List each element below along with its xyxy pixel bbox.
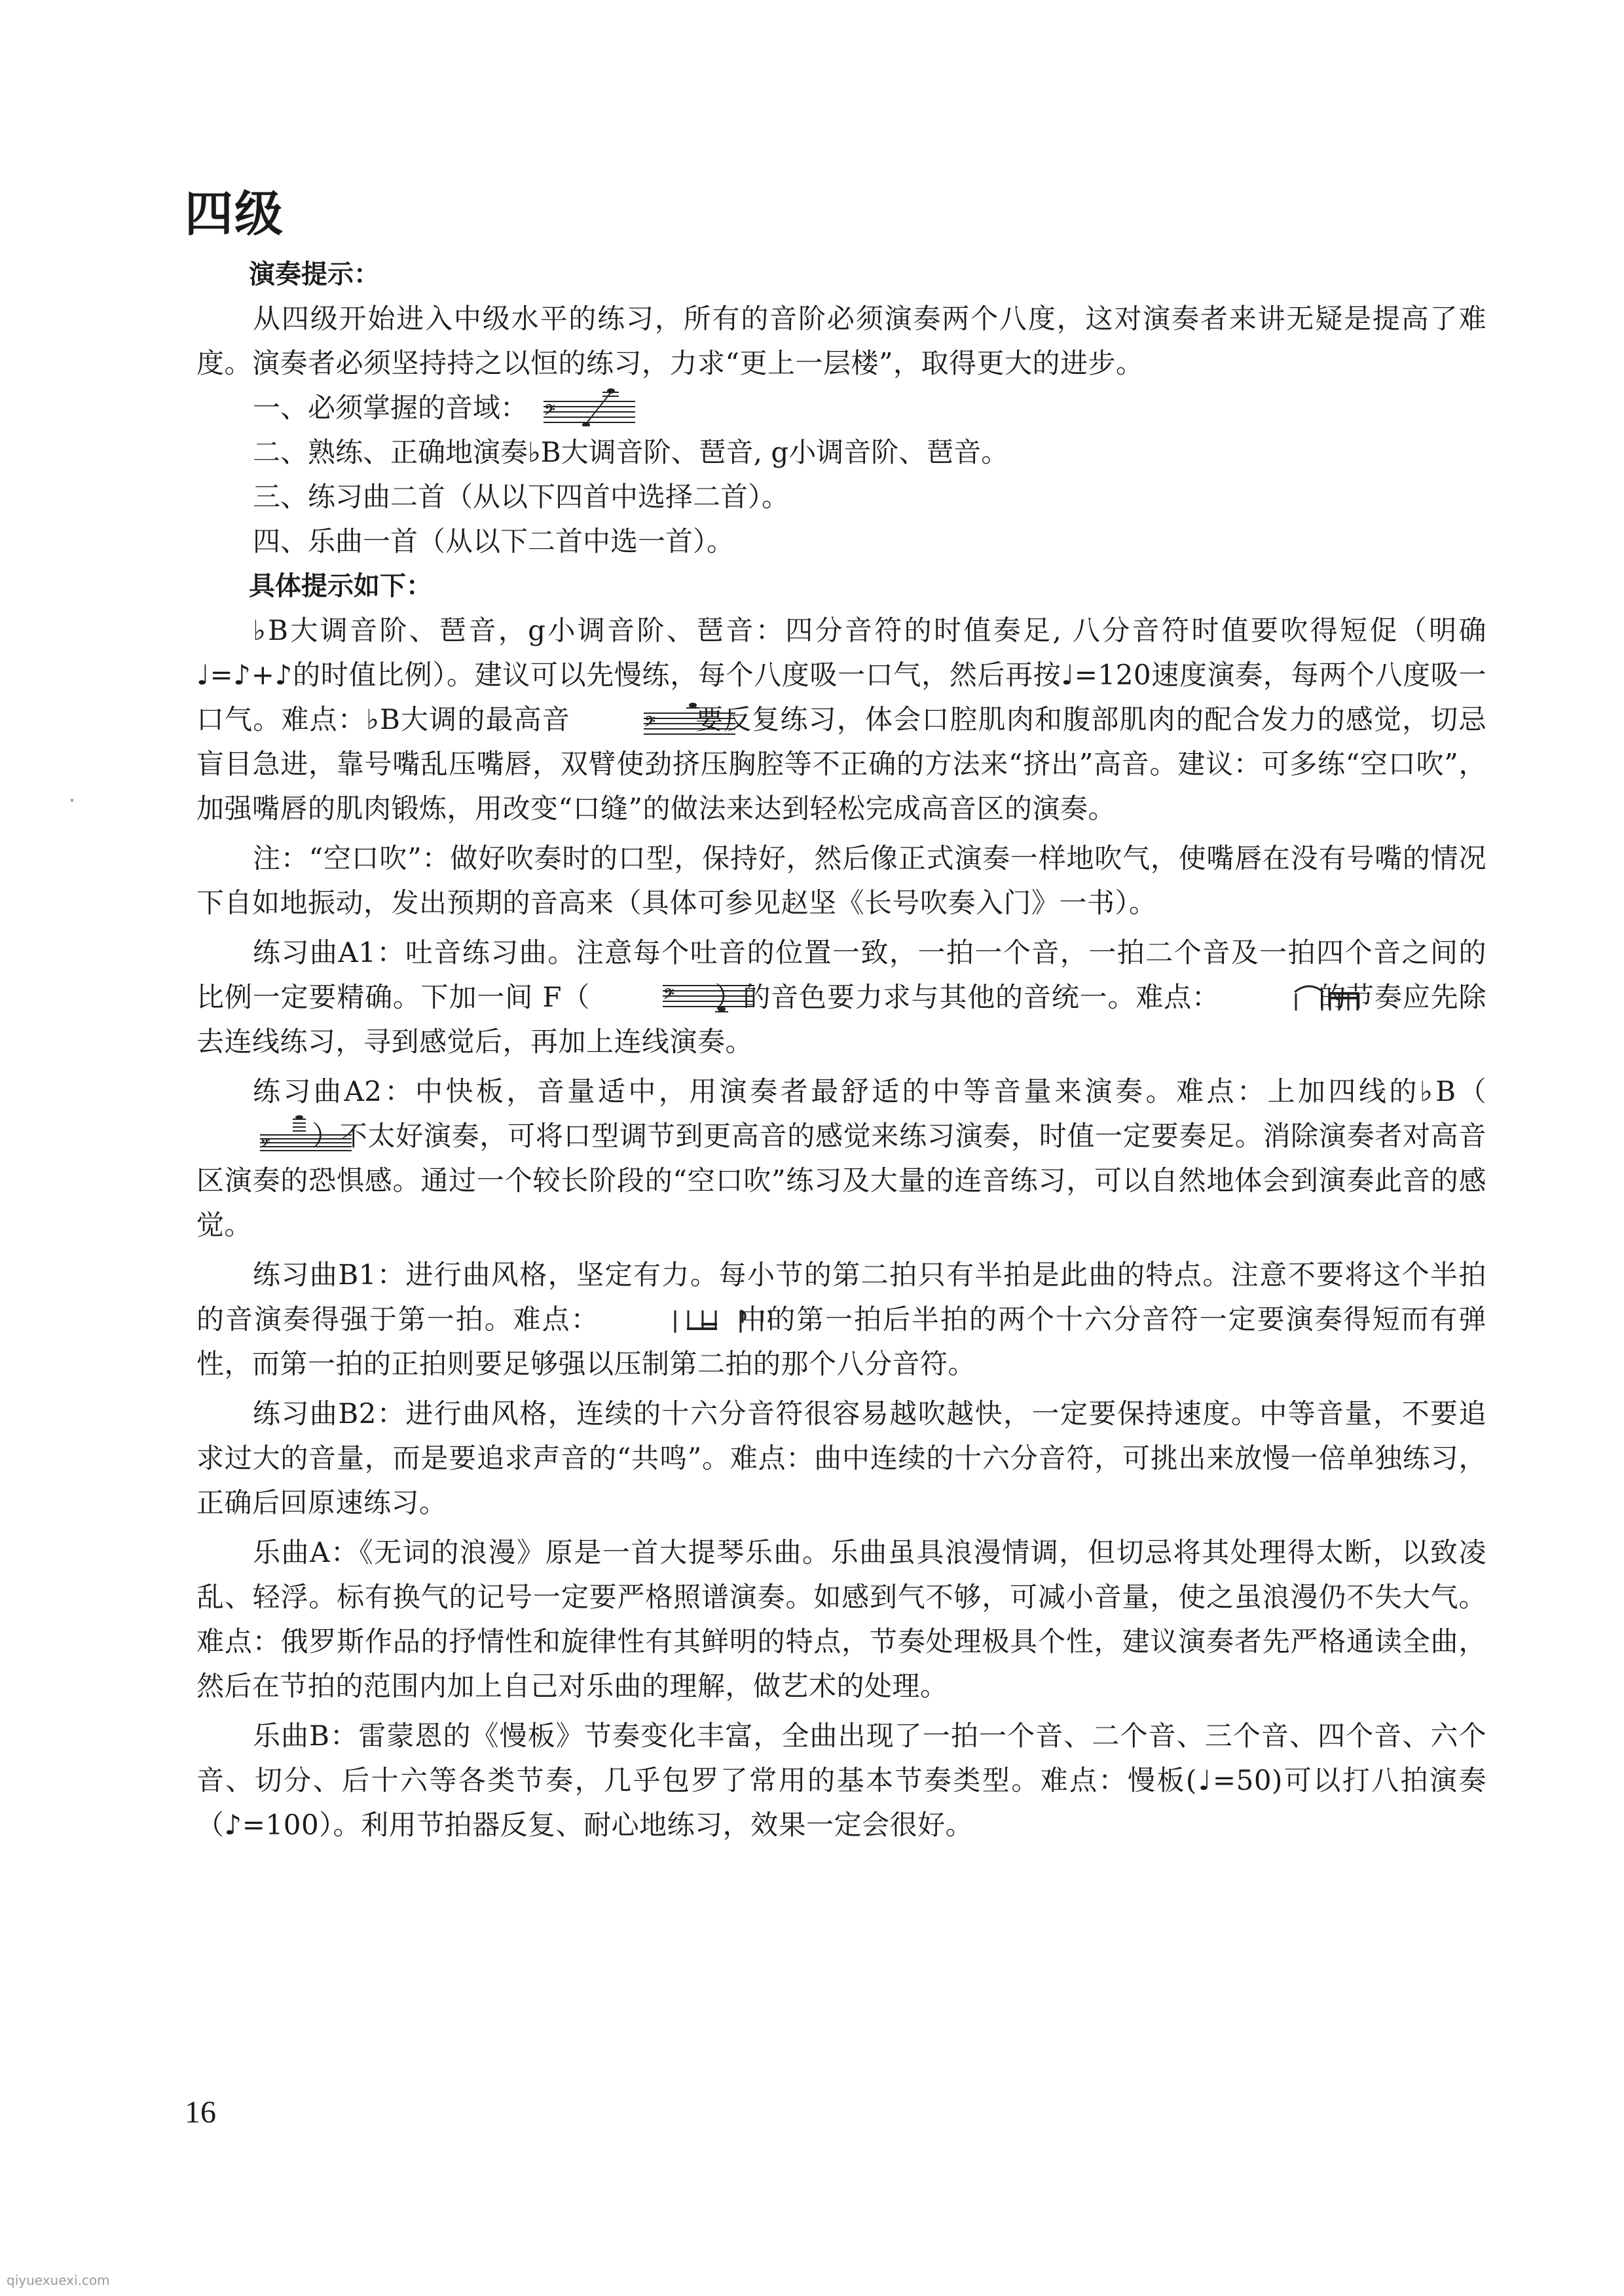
etude-a1-part-3: 的节奏应先除去连线练习，寻到感觉后，再加上连线演奏。 xyxy=(196,981,1486,1058)
requirement-item-4: 四、乐曲一首（从以下二首中选一首）。 xyxy=(253,525,735,557)
scale-tip-part-2: 要反复练习，体会口腔肌肉和腹部肌肉的配合发力的感觉，切忌盲目急进，靠号嘴乱压嘴唇，双臂使劲挤压胸腔等不正确的方法来“挤出”高音。建议：可多练“空口吹”，加强嘴唇的肌肉锻炼，用改变“口缝”的做法来达到轻松完成高音区的演奏。 xyxy=(196,703,1486,824)
page-title: 四级 xyxy=(185,186,284,242)
svg-text:𝄢: 𝄢 xyxy=(644,714,655,733)
march-rhythm-icon xyxy=(614,1299,725,1338)
etude-b1-part-2: 中的第一拍后半拍的两个十六分音符一定要演奏得短而有弹性，而第一拍的正拍则要足够强以压制第二拍的那个八分音符。 xyxy=(196,1303,1486,1380)
low-f-staff-icon xyxy=(603,976,701,1016)
svg-text:𝄢: 𝄢 xyxy=(663,986,675,1006)
details-heading: 具体提示如下： xyxy=(249,571,432,601)
document-body xyxy=(196,252,1486,1847)
requirement-item-2: 二、熟练、正确地演奏♭B大调音阶、琶音, g小调音阶、琶音。 xyxy=(253,436,1009,468)
scale-tip-paragraph xyxy=(196,608,1486,831)
requirement-item-3: 三、练习曲二首（从以下四首中选择二首）。 xyxy=(253,481,790,513)
high-note-staff-icon xyxy=(584,699,682,738)
piece-b-paragraph: 乐曲B：雷蒙恩的《慢板》节奏变化丰富，全曲出现了一拍一个音、二个音、三个音、四个音、六个音、切分、后十六等各类节奏，几乎包罗了常用的基本节奏类型。难点：慢板(♩=50)可以打八拍演奏（♪=100）。利用节拍器反复、耐心地练习，效果一定会很好。 xyxy=(196,1720,1486,1841)
etude-a2-part-2: ）不太好演奏，可将口型调节到更高音的感觉来练习演奏，时值一定要奏足。消除演奏者对高音区演奏的恐惧感。通过一个较长阶段的“空口吹”练习及大量的连音练习，可以自然地体会到演奏此音的感觉。 xyxy=(196,1120,1486,1241)
etude-b1-paragraph xyxy=(196,1253,1486,1386)
svg-text:𝄢: 𝄢 xyxy=(261,1136,270,1153)
requirement-item-1-text: 一、必须掌握的音域： xyxy=(253,392,528,424)
rhythm-pattern-icon xyxy=(1233,976,1305,1016)
high-bflat-staff-icon xyxy=(200,1115,299,1155)
etude-a1-part-2: ）的音色要力求与其他的音统一。难点： xyxy=(714,981,1220,1013)
etude-a1-part-1: 练习曲A1：吐音练习曲。注意每个吐音的位置一致，一拍一个音，一拍二个音及一拍四个音之间的比例一定要精确。下加一间 F（ xyxy=(196,936,1486,1013)
intro-paragraph: 从四级开始进入中级水平的练习，所有的音阶必须演奏两个八度，这对演奏者来讲无疑是提高了难度。演奏者必须坚持持之以恒的练习，力求“更上一层楼”，取得更大的进步。 xyxy=(196,303,1486,379)
page-number: 16 xyxy=(185,2095,216,2130)
scan-mark xyxy=(71,799,73,802)
requirement-item-1 xyxy=(196,386,1486,430)
etude-b2-paragraph: 练习曲B2：进行曲风格，连续的十六分音符很容易越吹越快，一定要保持速度。中等音量，不要追求过大的音量，而是要追求声音的“共鸣”。难点：曲中连续的十六分音符，可挑出来放慢一倍单独练习，正确后回原速练习。 xyxy=(196,1398,1486,1519)
watermark: qiyuexuexi.com xyxy=(7,2272,110,2288)
etude-a2-paragraph xyxy=(196,1069,1486,1248)
svg-text:𝄢: 𝄢 xyxy=(544,402,556,422)
etude-b1-part-1: 练习曲B1：进行曲风格，坚定有力。每小节的第二拍只有半拍是此曲的特点。注意不要将这个半拍的音演奏得强于第一拍。难点： xyxy=(196,1259,1486,1335)
etude-a1-paragraph xyxy=(196,931,1486,1064)
etude-a2-part-1: 练习曲A2：中快板，音量适中，用演奏者最舒适的中等音量来演奏。难点：上加四线的♭B（ xyxy=(253,1075,1486,1107)
tips-heading: 演奏提示： xyxy=(249,259,380,289)
scale-tip-part-1: ♭B大调音阶、琶音，g小调音阶、琶音：四分音符的时值奏足, 八分音符时值要吹得短促（明确♩=♪+♪的时值比例）。建议可以先慢练，每个八度吸一口气，然后再按♩=120速度演奏，每两个八度吸一口气。难点：♭B大调的最高音 xyxy=(196,614,1486,735)
range-staff-icon xyxy=(540,387,638,426)
piece-a-paragraph: 乐曲A：《无词的浪漫》原是一首大提琴乐曲。乐曲虽具浪漫情调，但切忌将其处理得太断，以致凌乱、轻浮。标有换气的记号一定要严格照谱演奏。如感到气不够，可减小音量，使之虽浪漫仍不失大气。难点：俄罗斯作品的抒情性和旋律性有其鲜明的特点，节奏处理极具个性，建议演奏者先严格通读全曲，然后在节拍的范围内加上自己对乐曲的理解，做艺术的处理。 xyxy=(196,1536,1486,1702)
note-paragraph: 注：“空口吹”：做好吹奏时的口型，保持好，然后像正式演奏一样地吹气，使嘴唇在没有号嘴的情况下自如地振动，发出预期的音高来（具体可参见赵坚《长号吹奏入门》一书）。 xyxy=(196,842,1486,919)
